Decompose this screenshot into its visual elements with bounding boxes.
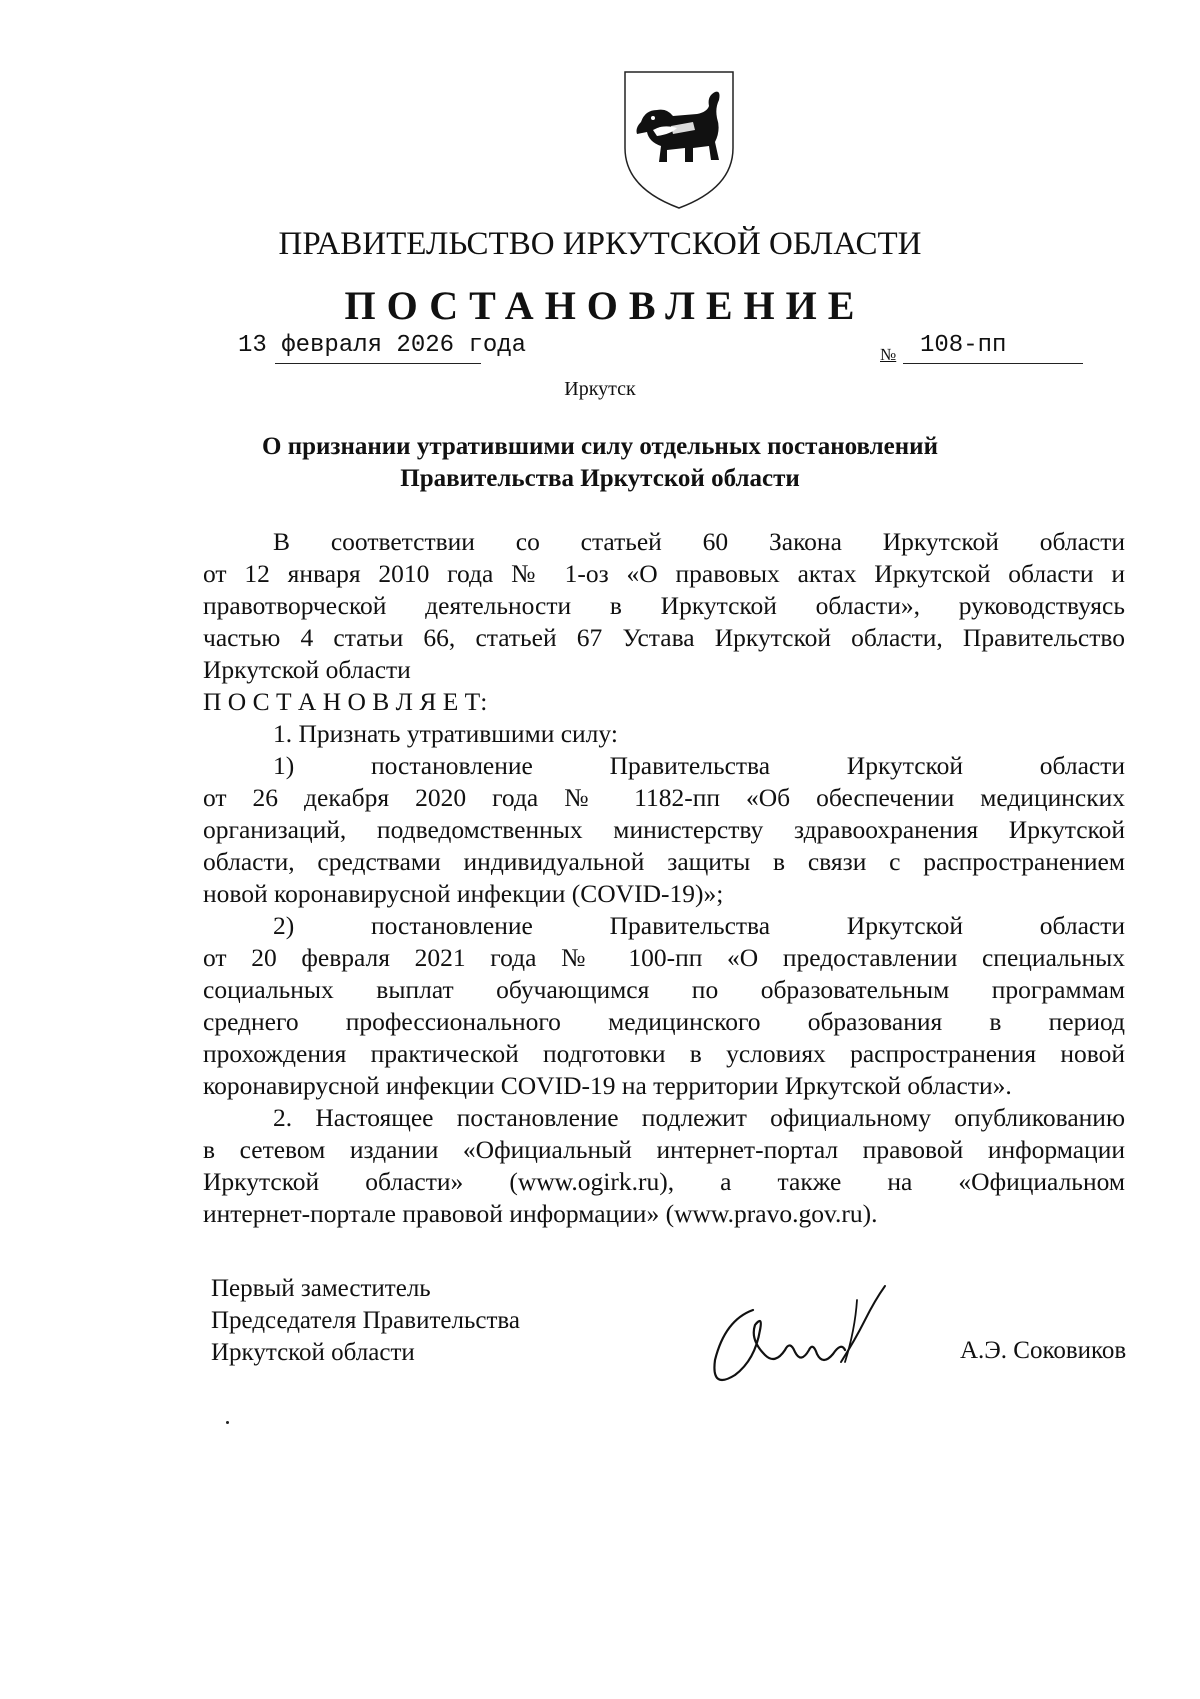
position-line: Первый заместитель: [211, 1275, 431, 1302]
signer-name: А.Э. Соковиков: [960, 1337, 1127, 1364]
text-line: в сетевом издании «Официальный интернет-портал правовой информации: [203, 1135, 1125, 1164]
text-line: новой коронавирусной инфекции (COVID-19)»;: [203, 879, 724, 908]
text-line: прохождения практической подготовки в условиях распространения новой: [203, 1039, 1125, 1068]
handwritten-signature: [705, 1280, 925, 1405]
title-line: О признании утратившими силу отдельных постановлений: [262, 433, 938, 460]
text-line: Иркутской области» (www.ogirk.ru), а также на «Официальном: [203, 1167, 1125, 1196]
document-type: ПОСТАНОВЛЕНИЕ: [344, 283, 866, 328]
coat-of-arms-icon: [623, 70, 735, 210]
intro-paragraph: [203, 526, 1125, 750]
text-line: правотворческой деятельности в Иркутской области», руководствуясь: [203, 591, 1125, 620]
item-1-heading: 1. Признать утратившими силу:: [273, 719, 618, 748]
text-line: от 26 декабря 2020 года № 1182-пп «Об обеспечении медицинских: [203, 783, 1125, 812]
text-line: 2. Настоящее постановление подлежит официальному опубликованию: [273, 1103, 1125, 1132]
item-1-2: [203, 910, 1125, 1102]
resolves-word: П О С Т А Н О В Л Я Е Т:: [203, 687, 488, 716]
title-line: Правительства Иркутской области: [400, 465, 800, 492]
document-date: 13 февраля 2026 года: [238, 332, 527, 359]
document-title: [0, 431, 1200, 495]
text-line: 1) постановление Правительства Иркутской области: [273, 751, 1125, 780]
text-line: коронавирусной инфекции COVID-19 на территории Иркутской области».: [203, 1071, 1012, 1100]
city: Иркутск: [564, 378, 636, 400]
date-underline: [275, 363, 481, 364]
text-line: интернет-портале правовой информации» (www.pravo.gov.ru).: [203, 1199, 878, 1228]
signer-position: [211, 1273, 520, 1369]
position-line: Иркутской области: [211, 1339, 415, 1366]
text-line: организаций, подведомственных министерству здравоохранения Иркутской: [203, 815, 1125, 844]
position-line: Председателя Правительства: [211, 1307, 520, 1334]
text-line: В соответствии со статьей 60 Закона Иркутской области: [273, 527, 1125, 556]
number-underline: [903, 363, 1083, 364]
text-line: 2) постановление Правительства Иркутской области: [273, 911, 1125, 940]
text-line: частью 4 статьи 66, статьей 67 Устава Иркутской области, Правительство: [203, 623, 1125, 652]
scan-speck: [226, 1421, 229, 1424]
number-sign: №: [880, 345, 897, 364]
text-line: области, средствами индивидуальной защиты в связи с распространением: [203, 847, 1125, 876]
item-1-1: [203, 750, 1125, 910]
text-line: от 20 февраля 2021 года № 100-пп «О предоставлении специальных: [203, 943, 1125, 972]
item-2: [203, 1102, 1125, 1230]
text-line: Иркутской области: [203, 655, 411, 684]
text-line: от 12 января 2010 года № 1-оз «О правовых актах Иркутской области и: [203, 559, 1125, 588]
document-number: 108-пп: [920, 332, 1007, 359]
text-line: социальных выплат обучающимся по образовательным программам: [203, 975, 1125, 1004]
government-name: ПРАВИТЕЛЬСТВО ИРКУТСКОЙ ОБЛАСТИ: [278, 226, 922, 262]
text-line: среднего профессионального медицинского образования в период: [203, 1007, 1125, 1036]
